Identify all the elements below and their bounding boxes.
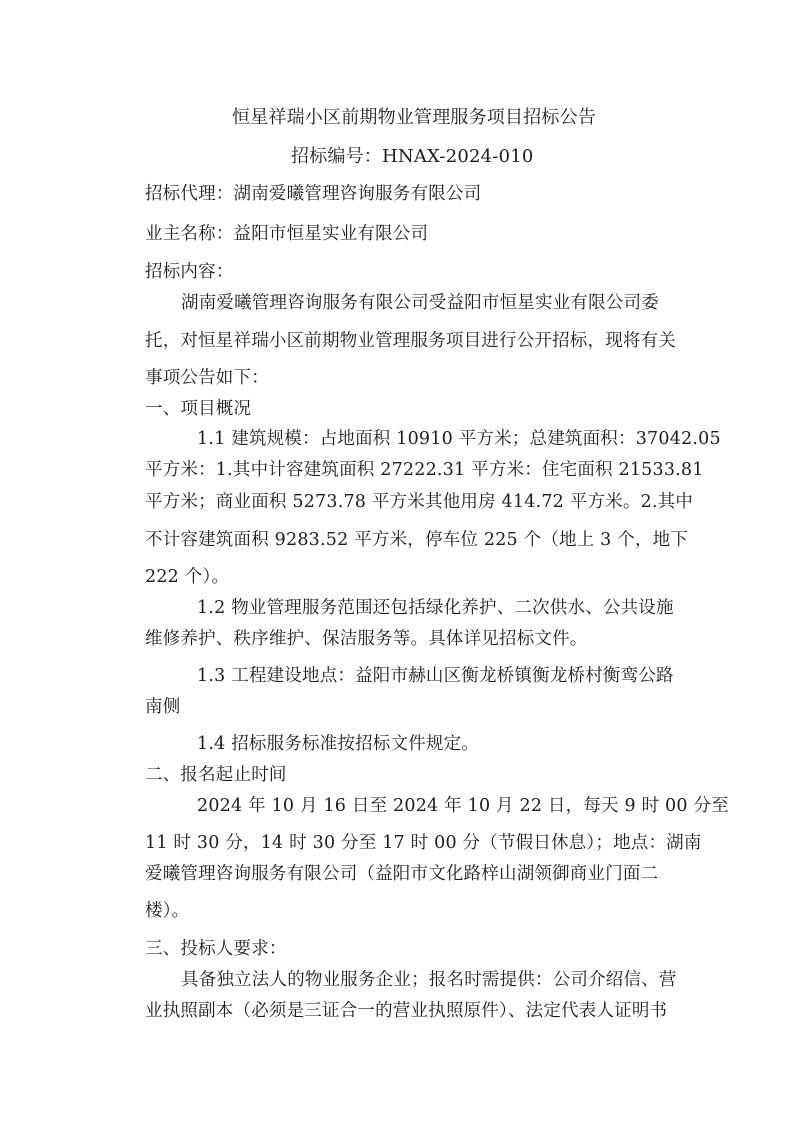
owner-name: 业主名称：益阳市恒星实业有限公司 xyxy=(145,224,429,244)
paragraph-line: 平方米；商业面积 5273.78 平方米其他用房 414.72 平方米。2.其中 xyxy=(145,492,694,512)
intro-line: 湖南爱曦管理咨询服务有限公司受益阳市恒星实业有限公司委 xyxy=(181,293,659,313)
paragraph-line: 1.1 建筑规模：占地面积 10910 平方米；总建筑面积：37042.05 xyxy=(197,429,721,449)
paragraph-line: 维修养护、秩序维护、保洁服务等。具体详见招标文件。 xyxy=(145,629,588,649)
paragraph-line: 南侧 xyxy=(145,697,181,717)
paragraph-line: 1.2 物业管理服务范围还包括绿化养护、二次供水、公共设施 xyxy=(197,598,674,618)
paragraph-line: 具备独立法人的物业服务企业；报名时需提供：公司介绍信、营 xyxy=(181,970,677,990)
intro-line: 托，对恒星祥瑞小区前期物业管理服务项目进行公开招标，现将有关 xyxy=(145,331,676,351)
paragraph-line: 不计容建筑面积 9283.52 平方米，停车位 225 个（地上 3 个，地下 xyxy=(145,530,689,550)
bid-agent: 招标代理：湖南爱曦管理咨询服务有限公司 xyxy=(145,184,482,204)
section-heading: 一、项目概况 xyxy=(145,399,252,419)
paragraph-line: 爱曦管理咨询服务有限公司（益阳市文化路梓山湖领御商业门面二 xyxy=(145,864,659,884)
paragraph-line: 业执照副本（必须是三证合一的营业执照原件）、法定代表人证明书 xyxy=(145,1001,668,1021)
paragraph-line: 1.4 招标服务标准按招标文件规定。 xyxy=(197,734,479,754)
paragraph-line: 平方米：1.其中计容建筑面积 27222.31 平方米：住宅面积 21533.81 xyxy=(145,460,704,480)
paragraph-line: 1.3 工程建设地点：益阳市赫山区衡龙桥镇衡龙桥村衡鸾公路 xyxy=(197,666,674,686)
bid-number: 招标编号：HNAX-2024-010 xyxy=(291,146,534,167)
intro-line: 事项公告如下： xyxy=(145,368,269,388)
paragraph-line: 11 时 30 分，14 时 30 分至 17 时 00 分（节假日休息）；地点：湖南 xyxy=(145,833,702,853)
paragraph-line: 2024 年 10 月 16 日至 2024 年 10 月 22 日，每天 9 时 00 分至 xyxy=(197,796,729,816)
paragraph-line: 楼）。 xyxy=(145,901,190,921)
section-heading: 二、报名起止时间 xyxy=(145,765,287,785)
content-heading: 招标内容： xyxy=(145,262,234,282)
document-title: 恒星祥瑞小区前期物业管理服务项目招标公告 xyxy=(232,107,596,128)
paragraph-line: 222 个）。 xyxy=(145,567,230,587)
section-heading: 三、投标人要求： xyxy=(145,939,287,959)
